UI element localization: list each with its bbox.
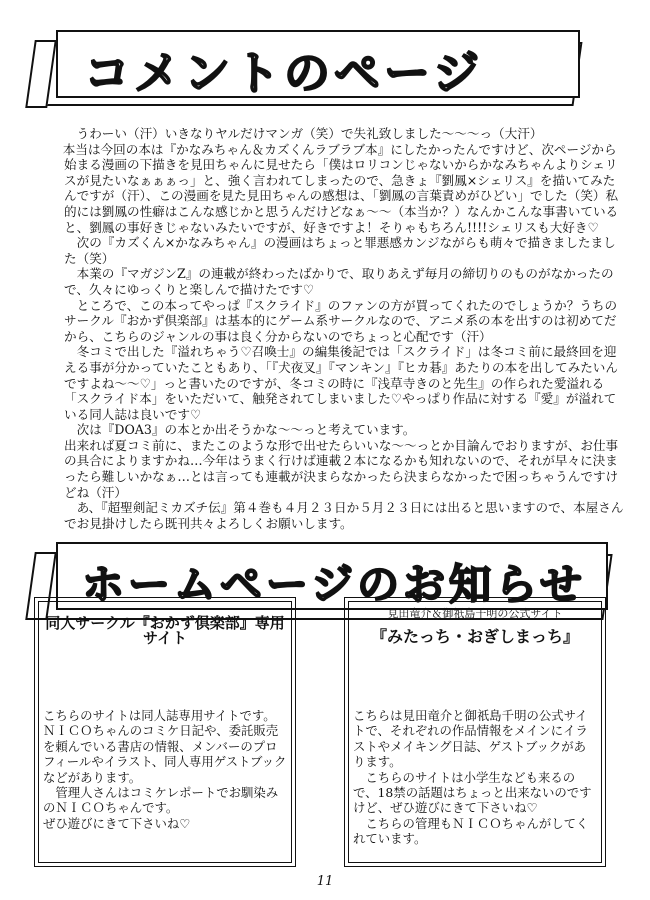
comment-paragraph: 次は『DOA3』の本とか出そうかな〜〜っと考えています。 bbox=[76, 422, 416, 438]
official-site-subtitle: 見田竜介＆御祇島千明の公式サイト bbox=[387, 607, 563, 620]
comment-paragraph: 冬コミで出した『溢れちゃう♡召喚士』の編集後記では「スクライド」は冬コミ前に最終回を迎える事が分かっていたこともあり、「『犬夜叉』『マンキン』『ヒカ碁』あたりの本を出してみたいんですよね〜〜♡」っと書いたのですが、冬コミの時に『浅草寺きのと先生』の作られた愛溢れる「スクライド本」をいただいて、触発されてしまいました♡やっぱり作品に対する『愛』が溢れている同人誌は良いです♡ bbox=[64, 344, 618, 422]
page-number: 11 bbox=[316, 874, 334, 889]
homepage-notice-banner bbox=[28, 540, 618, 620]
info-paragraph: こちらは見田竜介と御祇島千明の公式サイトで、それぞれの作品情報をメインにイラストやメイキング日誌、ゲストブックがあります。 bbox=[353, 708, 588, 770]
official-site-description bbox=[353, 708, 597, 847]
info-paragraph: こちらのサイトは小学生なども来るので、18禁の話題はちょっと出来ないのですけど、ぜひ遊びにきて下さいね♡ bbox=[353, 769, 592, 816]
official-site-box bbox=[344, 597, 606, 867]
comment-paragraph: うわーい（汗）いきなりヤルだけマンガ（笑）で失礼致しました〜〜〜っ（大汗） bbox=[76, 126, 543, 141]
comment-page-title: コメントのページ bbox=[84, 46, 484, 100]
comment-paragraph: 本当は今回の本は『かなみちゃん＆カズくんラブラブ本』にしたかったんですけど、次ページから始まる漫画の下描きを見田ちゃんに見せたら「僕はロリコンじゃないからかなみちゃんよりシェリスが見たいなぁぁぁっ」と、強く言われてしまったので、急きょ『劉鳳×シェリス』を描いてみたんですが（汗）、この漫画を見た見田ちゃんの感想は、「劉鳳の言葉責めがひどい」でした（笑）私的には劉鳳の性癖はこんな感じかと思うんだけどなぁ〜〜（本当か？）なんかこんな事書いていると、劉鳳の事好きじゃないみたいですが、好きですよ！そりゃもちろん!!!!シェリスも大好き♡ bbox=[62, 141, 619, 235]
circle-site-description bbox=[43, 708, 287, 831]
circle-site-title: 同人サークル『おかず倶楽部』専用サイト bbox=[45, 614, 285, 648]
comment-paragraph: 本業の『マガジンZ』の連載が終わったばかりで、取りあえず毎月の締切りのものがなかったので、久々にゆっくりと楽しんで描けたです♡ bbox=[64, 266, 614, 297]
info-paragraph: 管理人さんはコミケレポートでお馴染みのＮＩＣＯちゃんです。 bbox=[43, 785, 279, 816]
comment-paragraph: 次の『カズくん×かなみちゃん』の漫画はちょっと罪悪感カンジながらも萌々で描きましたました（笑） bbox=[64, 235, 616, 266]
comment-text bbox=[64, 126, 624, 531]
info-paragraph: こちらのサイトは同人誌専用サイトです。 bbox=[43, 708, 276, 723]
comment-page-banner bbox=[28, 26, 588, 106]
homepage-notice-title: ホームページのお知らせ bbox=[82, 560, 586, 609]
comment-paragraph: あ、『超聖剣記ミカズチ伝』第４巻も４月２３日か５月２３日には出ると思いますので、本屋さんでお見掛けしたら既刊共々よろしくお願いします。 bbox=[64, 500, 624, 531]
comment-paragraph: 出来れば夏コミ前に、またこのような形で出せたらいいな〜〜っとか目論んでおりますが、お仕事の具合によりますかね…今年はうまく行けば連載２本になるかも知れないので、それが早々に決まったら難しいかなぁ…とは言っても連載が決まらなかったら決まらなかったで困っちゃうんですけどね（汗） bbox=[64, 437, 619, 500]
circle-site-box bbox=[34, 597, 296, 867]
info-paragraph: ぜひ遊びにきて下さいね♡ bbox=[43, 815, 191, 831]
info-paragraph: ＮＩＣＯちゃんのコミケ日記や、委託販売を頼んでいる書店の情報、メンバーのプロフィールやイラスト、同人専用ゲストブックなどがあります。 bbox=[43, 723, 287, 785]
official-site-title: 『みたっち・おぎしまっち』 bbox=[370, 627, 579, 647]
comment-paragraph: ところで、この本ってやっぱ『スクライド』のファンの方が買ってくれたのでしょうか？うちのサークル『おかず倶楽部』は基本的にゲーム系サークルなので、アニメ系の本を出すのは初めてだから、こちらのジャンルの事は良く分からないのでちょっと心配です（汗） bbox=[64, 297, 618, 344]
info-paragraph: こちらの管理もＮＩＣＯちゃんがしてくれています。 bbox=[353, 815, 589, 847]
